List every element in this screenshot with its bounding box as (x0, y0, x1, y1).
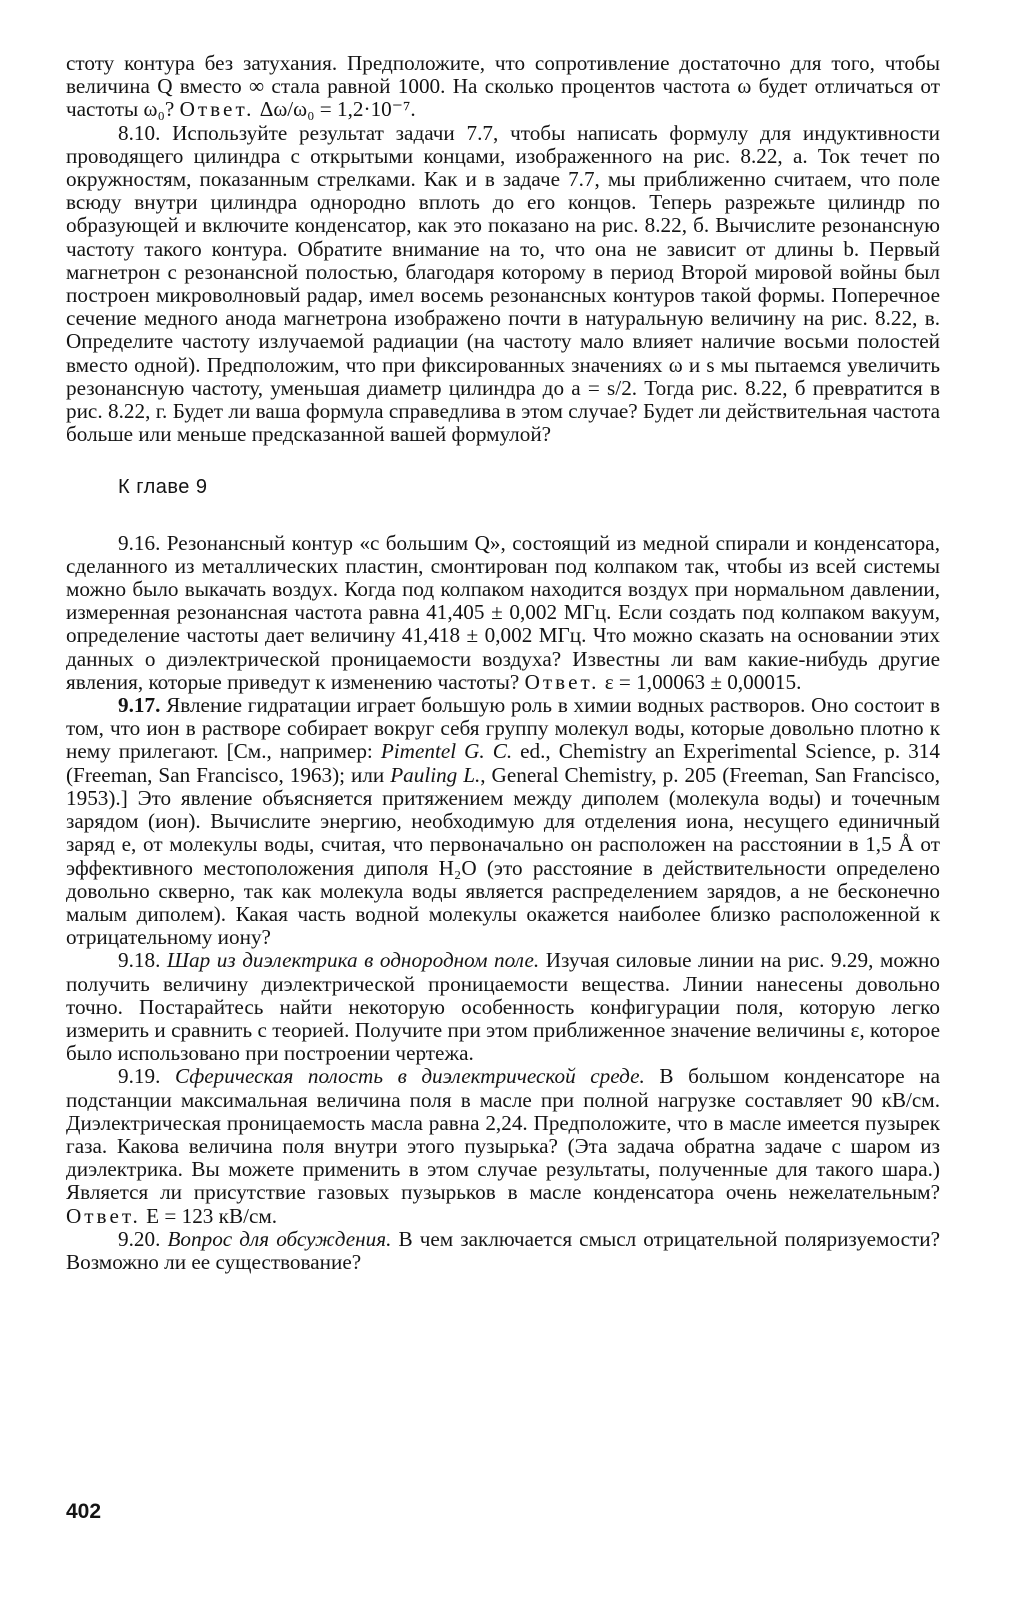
problem-number: 9.17. (118, 693, 161, 718)
problem-continuation (66, 52, 940, 122)
reference-author: Pauling L. (390, 762, 481, 787)
paragraph-text: В чем заключается смысл отрицательной поляризуемости? Возможно ли ее существование? (66, 1226, 940, 1274)
page-body (66, 52, 940, 1274)
problem-8-10 (66, 122, 940, 447)
answer-value: ε = 1,00063 ± 0,00015. (599, 669, 802, 694)
reference-author: Pimentel G. C. (380, 739, 513, 764)
problem-number: 8.10. (118, 120, 161, 145)
answer-label: Ответ. (66, 1203, 141, 1228)
problem-title: Сферическая полость в диэлектрической среде. (160, 1064, 645, 1089)
paragraph-text: Явление гидратации играет большую роль в химии водных растворов. Оно состоит в том, что ион в растворе собирает вокруг себя группу молекул воды, которые довольно плотно к нему прилегают. [См., например: (66, 693, 940, 764)
problem-number: 9.16. (118, 530, 161, 555)
problem-9-20 (66, 1228, 940, 1274)
problem-title: Вопрос для обсуждения. (160, 1226, 392, 1251)
problem-9-17 (66, 694, 940, 949)
problem-number: 9.19. (118, 1064, 161, 1089)
problem-9-19 (66, 1065, 940, 1227)
paragraph-text: Резонансный контур «с большим Q», состоящий из медной спирали и конденсатора, сделанного из металлических пластин, смонтирован под колпаком так, чтобы из всей системы можно было выкачать воздух. Когда под колпаком находится воздух при нормальном давлении, измеренная резонансная частота равна 41,405 ± 0,002 МГц. Если создать под колпаком вакуум, определение частоты дает величину 41,418 ± 0,002 МГц. Что можно сказать на основании этих данных о диэлектрической проницаемости воздуха? Известны ли вам какие-нибудь другие явления, которые приведут к изменению частоты? (66, 530, 940, 694)
paragraph-text: стоту контура без затухания. Предположите, что сопротивление достаточно для того, чтобы величина Q вместо ∞ стала равной 1000. На сколько процентов частота ω будет отличаться от частоты ω₀? (66, 51, 940, 122)
problem-9-16 (66, 532, 940, 694)
paragraph-text: , General Chemistry, p. 205 (Freeman, San Francisco, 1953).] Это явление объясняется притяжением между диполем (молекула воды) и точечным зарядом (ион). Вычислите энергию, необходимую для отделения иона, несущего единичный заряд e, от молекулы воды, считая, что первоначально он расположен на расстоянии в 1,5 Å от эффективного местоположения диполя H₂O (это расстояние в действительности определено довольно скверно, так как молекула воды является распределением зарядов, а не бесконечно малым диполем). Какая часть водной молекулы окажется наиболее близко расположенной к отрицательному иону? (66, 762, 940, 950)
problem-9-18 (66, 949, 940, 1065)
problem-number: 9.20. (118, 1226, 161, 1251)
paragraph-text: ed., Chemistry an Experimental Science, p. 314 (Freeman, San Francisco, 1963); или (66, 739, 940, 787)
paragraph-text: Изучая силовые линии на рис. 9.29, можно получить величину диэлектрической проницаемости вещества. Линии нанесены довольно точно. Постарайтесь найти некоторую особенность конфигурации поля, которую легко измерить и сравнить с теорией. Получите при этом приближенное значение величины ε, которое было использовано при построении чертежа. (66, 948, 940, 1066)
paragraph-text: Используйте результат задачи 7.7, чтобы написать формулу для индуктивности проводящего цилиндра с открытыми концами, изображенного на рис. 8.22, а. Ток течет по окружностям, показанным стрелками. Как и в задаче 7.7, мы приближенно считаем, что поле всюду внутри цилиндра однородно вплоть до его концов. Теперь разрежьте цилиндр по образующей и включите конденсатор, как это показано на рис. 8.22, б. Вычислите резонансную частоту такого контура. Обратите внимание на то, что она не зависит от длины b. Первый магнетрон с резонансной полостью, благодаря которому в период Второй мировой войны был построен микроволновый радар, имел восемь резонансных контуров такой формы. Поперечное сечение медного анода магнетрона изображено почти в натуральную величину на рис. 8.22, в. Определите частоту излучаемой радиации (на частоту мало влияет наличие восьми полостей вместо одной). Предположим, что при фиксированных значениях ω и s мы пытаемся увеличить резонансную частоту, уменьшая диаметр цилиндра до a = s/2. Тогда рис. 8.22, б превратится в рис. 8.22, г. Будет ли ваша формула справедлива в этом случае? Будет ли действительная частота больше или меньше предсказанной вашей формулой? (66, 120, 940, 447)
problem-number: 9.18. (118, 948, 161, 973)
page-number: 402 (66, 1500, 102, 1523)
chapter-heading: К главе 9 (118, 476, 208, 499)
answer-value: Δω/ω₀ = 1,2·10⁻⁷. (254, 97, 416, 122)
answer-value: E = 123 кВ/см. (140, 1203, 278, 1228)
answer-label: Ответ. (524, 669, 600, 694)
problem-title: Шар из диэлектрика в однородном поле. (160, 948, 540, 973)
answer-label: Ответ. (179, 97, 255, 122)
paragraph-text: В большом конденсаторе на подстанции максимальная величина поля в масле при полной нагрузке составляет 90 кВ/см. Диэлектрическая проницаемость масла равна 2,24. Предположите, что в масле имеется пузырек газа. Какова величина поля внутри этого пузырька? (Эта задача обратна задаче с шаром из диэлектрика. Вы можете применить в этом случае результаты, полученные для такого шара.) Является ли присутствие газовых пузырьков в масле конденсатора очень нежелательным? (66, 1064, 940, 1205)
